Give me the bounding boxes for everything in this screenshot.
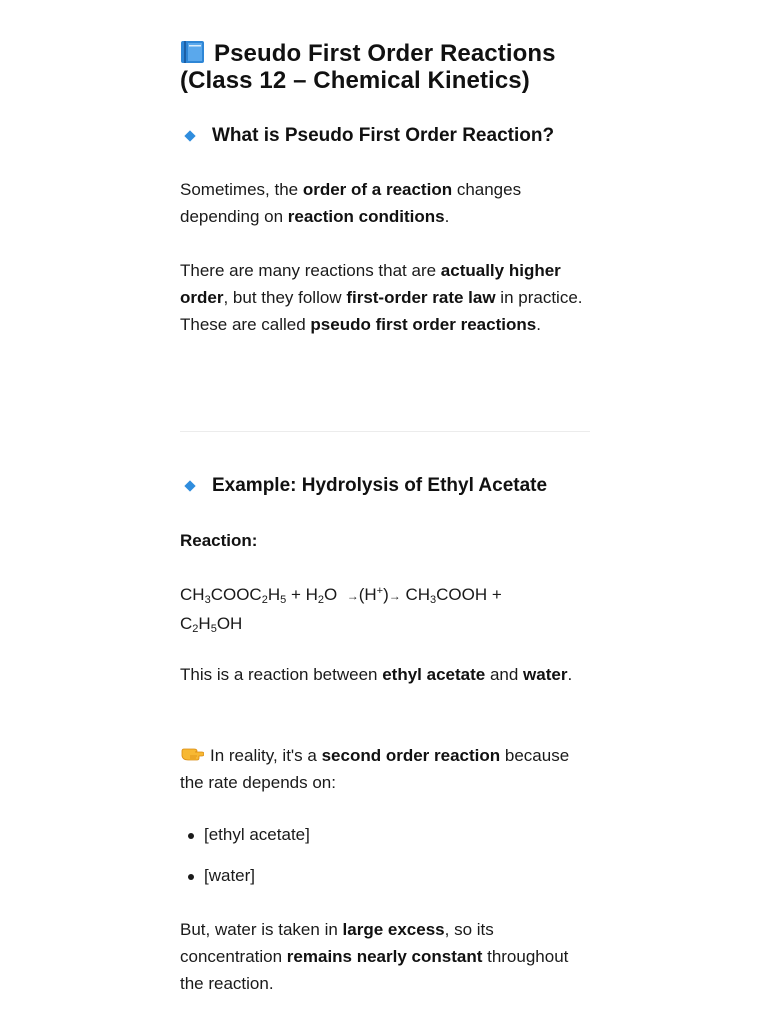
section-heading-1-block xyxy=(180,124,592,148)
bullet-list xyxy=(180,821,592,889)
eq-part: + H xyxy=(286,585,318,604)
list-item xyxy=(180,821,592,848)
bullet-list-block xyxy=(180,821,592,889)
bold-run: water xyxy=(523,665,568,684)
text-run: , so its concentration xyxy=(180,920,494,966)
title-line-1: Pseudo First Order Reactions xyxy=(214,40,556,67)
paragraph-5 xyxy=(180,742,592,796)
eq-part: O xyxy=(324,585,342,604)
list-item-text: [water] xyxy=(204,866,256,885)
text-run: changes depending on xyxy=(180,180,522,226)
section-heading-2-text: Example: Hydrolysis of Ethyl Acetate xyxy=(212,475,548,496)
text-run: . xyxy=(567,665,573,684)
text-run: But, water is taken in xyxy=(180,920,343,939)
title-block xyxy=(180,40,592,94)
eq-catalyst: (H xyxy=(358,585,377,604)
section-heading-1 xyxy=(180,124,592,148)
eq-part: C xyxy=(180,614,193,633)
section-heading-2 xyxy=(180,474,592,498)
paragraph-2 xyxy=(180,257,592,338)
text-run: This is a reaction between xyxy=(180,665,383,684)
eq-superscript: + xyxy=(376,585,384,597)
reaction-arrow: → xyxy=(388,589,401,603)
eq-part: COOH + xyxy=(436,585,502,604)
section-divider xyxy=(180,431,590,432)
eq-part: COOC xyxy=(210,585,262,604)
eq-part: H xyxy=(198,614,211,633)
text-run: . xyxy=(536,315,541,334)
paragraph-6 xyxy=(180,916,592,997)
bold-run: first-order rate law xyxy=(346,288,496,307)
list-item-text: [ethyl acetate] xyxy=(204,825,310,844)
eq-part: H xyxy=(267,585,281,604)
section-heading-2-block xyxy=(180,474,592,498)
text-run: Sometimes, the xyxy=(180,180,303,199)
list-item xyxy=(180,862,592,889)
eq-part: CH xyxy=(180,585,205,604)
reaction-equation xyxy=(180,581,592,637)
text-run: In reality, it's a xyxy=(210,746,322,765)
text-run: because the rate depends on: xyxy=(180,746,570,792)
text-run: and xyxy=(485,665,524,684)
pointing-hand-icon xyxy=(180,744,204,762)
blue-book-icon xyxy=(180,40,206,64)
bullet-dot xyxy=(188,874,194,880)
eq-subscript: 3 xyxy=(430,594,437,606)
text-run: . xyxy=(444,207,450,226)
bold-run: order of a reaction xyxy=(302,180,453,199)
eq-subscript: 2 xyxy=(261,594,268,606)
eq-part: CH xyxy=(400,585,431,604)
eq-subscript: 5 xyxy=(210,623,217,635)
eq-subscript: 5 xyxy=(280,594,287,606)
reaction-label: Reaction: xyxy=(180,531,258,550)
eq-subscript: 2 xyxy=(317,594,324,606)
bullet-dot xyxy=(188,833,194,839)
bold-run: reaction conditions xyxy=(287,207,445,226)
section-heading-1-text: What is Pseudo First Order Reaction? xyxy=(212,125,555,146)
text-run: These are called xyxy=(180,315,311,334)
bold-run: second order reaction xyxy=(321,746,501,765)
reaction-label-block xyxy=(180,527,592,554)
eq-part: OH xyxy=(216,614,243,633)
bold-run: pseudo first order reactions xyxy=(310,315,537,334)
blue-diamond-icon xyxy=(184,480,195,491)
text-run: There are many reactions that are xyxy=(180,261,441,280)
text-run: throughout the reaction. xyxy=(180,947,569,993)
eq-subscript: 2 xyxy=(192,623,199,635)
page-title xyxy=(180,40,592,94)
paragraph-1 xyxy=(180,176,592,230)
paragraph-3 xyxy=(180,311,592,338)
blue-diamond-icon xyxy=(184,130,195,141)
bold-run: large excess xyxy=(342,920,445,939)
eq-subscript: 3 xyxy=(204,594,211,606)
title-line-2: (Class 12 – Chemical Kinetics) xyxy=(180,67,530,94)
text-run: , but they follow xyxy=(223,288,347,307)
bold-run: remains nearly constant xyxy=(286,947,483,966)
bold-run: actually higher order xyxy=(180,261,561,307)
bold-run: ethyl acetate xyxy=(382,665,486,684)
reaction-arrow: → xyxy=(346,589,359,603)
text-run: in practice. xyxy=(495,288,583,307)
paragraph-4 xyxy=(180,661,592,688)
eq-part: ) xyxy=(383,585,389,604)
